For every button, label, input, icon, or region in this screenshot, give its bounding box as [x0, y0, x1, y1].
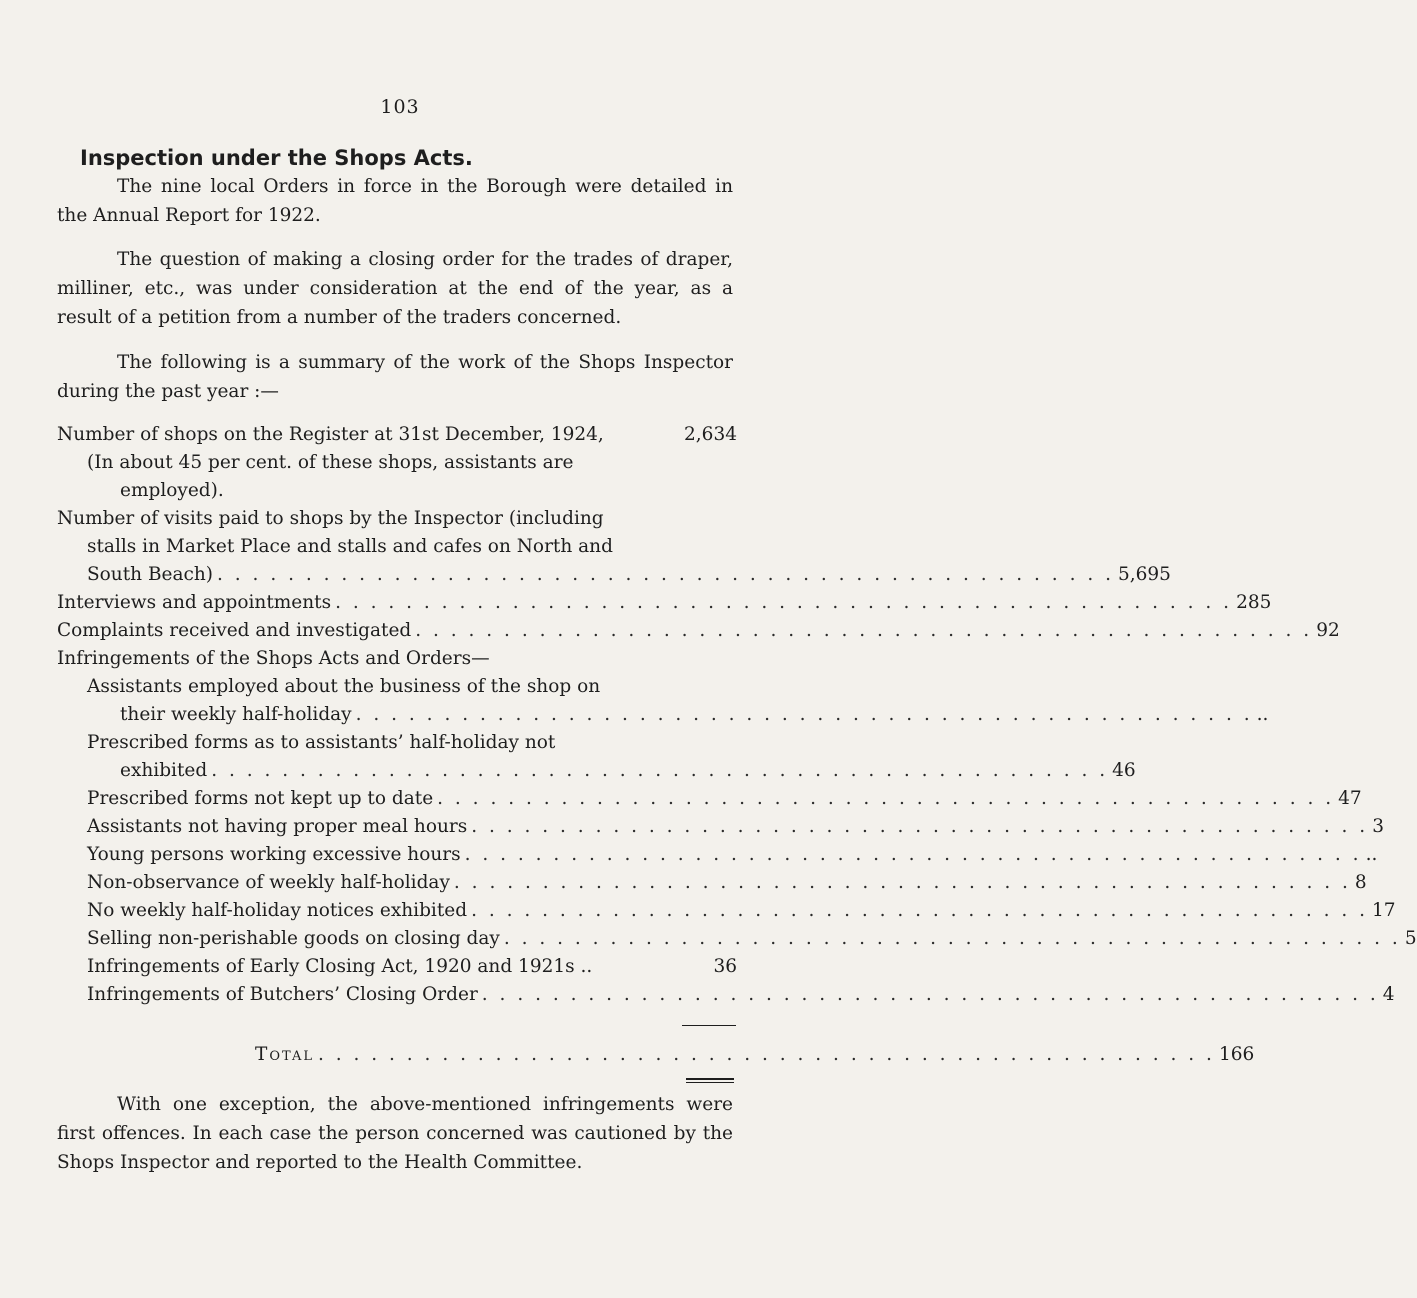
total-rule	[682, 1025, 736, 1026]
total-row: Total . . . . . . . . . . . . . . . . . . . . . . . . . . . . . . . . . . . . . . . . . . . . . . . . . . . 166	[255, 1041, 737, 1069]
infringement-row: exhibited . . . . . . . . . . . . . . . . . . . . . . . . . . . . . . . . . . . . . . . . . . . . . . . . . . . 46	[120, 757, 737, 785]
assistants-note-line: (In about 45 per cent. of these shops, assistants are	[87, 452, 574, 473]
infringement-value: ..	[1256, 704, 1269, 725]
visits-label-line: Number of visits paid to shops by the Inspector (including	[57, 508, 604, 529]
visits-value: 5,695	[1117, 564, 1171, 585]
infringement-label-line: Assistants employed about the business of the shop on	[87, 676, 601, 697]
register-label: Number of shops on the Register at 31st December, 1924,	[57, 424, 604, 445]
infringement-label: Non-observance of weekly half-holiday	[87, 872, 450, 893]
infringement-row: Infringements of Butchers’ Closing Order . . . . . . . . . . . . . . . . . . . . . . . . . . . . . . . . . . . . . . . . . . . . . . . . . . . 4	[87, 981, 737, 1009]
infringement-label: Infringements of Butchers’ Closing Order	[87, 984, 478, 1005]
infringement-label: No weekly half-holiday notices exhibited	[87, 900, 468, 921]
total-double-rule	[686, 1082, 734, 1083]
interviews-row: Interviews and appointments . . . . . . . . . . . . . . . . . . . . . . . . . . . . . . . . . . . . . . . . . . . . . . . . . . . 285	[57, 589, 737, 617]
section-heading: Inspection under the Shops Acts.	[80, 146, 473, 170]
paragraph-orders: The nine local Orders in force in the Borough were detailed in the Annual Report for 1922.	[57, 176, 733, 226]
infringement-label: their weekly half-holiday	[120, 704, 352, 725]
infringement-row: Selling non-perishable goods on closing day . . . . . . . . . . . . . . . . . . . . . . . . . . . . . . . . . . . . . . . . . . . . . . . . . . . 5	[87, 925, 737, 953]
total-label: Total	[255, 1044, 314, 1065]
complaints-value: 92	[1316, 620, 1340, 641]
total-double-rule	[686, 1078, 734, 1080]
total-value: 166	[1218, 1044, 1255, 1065]
register-value: 2,634	[684, 424, 737, 445]
infringement-row: Non-observance of weekly half-holiday . . . . . . . . . . . . . . . . . . . . . . . . . . . . . . . . . . . . . . . . . . . . . . . . . . . 8	[87, 869, 737, 897]
infringement-row: Young persons working excessive hours . . . . . . . . . . . . . . . . . . . . . . . . . . . . . . . . . . . . . . . . . . . . . . . . . . . ..	[87, 841, 737, 869]
visits-row: South Beach) . . . . . . . . . . . . . . . . . . . . . . . . . . . . . . . . . . . . . . . . . . . . . . . . . . . 5,695	[87, 561, 737, 589]
infringement-value: 3	[1372, 816, 1384, 837]
infringement-value: 5	[1404, 928, 1417, 949]
infringement-label-line: Prescribed forms as to assistants’ half-holiday not	[87, 732, 556, 753]
infringement-label: Assistants not having proper meal hours	[87, 816, 468, 837]
infringement-label: exhibited	[120, 760, 208, 781]
infringement-value: 8	[1354, 872, 1367, 893]
closing-paragraph: With one exception, the above-mentioned infringements were first offences. In each case the person concerned was cautioned by the Shops Inspector and reported to the Health Committee.	[57, 1094, 733, 1173]
page-number: 103	[380, 96, 420, 118]
interviews-label: Interviews and appointments	[57, 592, 332, 613]
visits-label-line: South Beach)	[87, 564, 214, 585]
infringement-label: Selling non-perishable goods on closing day	[87, 928, 500, 949]
infringement-value: 47	[1338, 788, 1362, 809]
infringement-row: No weekly half-holiday notices exhibited . . . . . . . . . . . . . . . . . . . . . . . . . . . . . . . . . . . . . . . . . . . . . . . . . . . 17	[87, 897, 737, 925]
complaints-row: Complaints received and investigated . . . . . . . . . . . . . . . . . . . . . . . . . . . . . . . . . . . . . . . . . . . . . . . . . . . 92	[57, 617, 737, 645]
infringement-row: Assistants not having proper meal hours . . . . . . . . . . . . . . . . . . . . . . . . . . . . . . . . . . . . . . . . . . . . . . . . . . . 3	[87, 813, 737, 841]
paragraph-closing-order: The question of making a closing order for the trades of draper, milliner, etc., was under consideration at the end of the year, as a result of a petition from a number of the traders concerned.	[57, 249, 733, 328]
complaints-label: Complaints received and investigated	[57, 620, 412, 641]
infringement-value: 17	[1372, 900, 1396, 921]
visits-label-line: stalls in Market Place and stalls and cafes on North and	[87, 536, 613, 557]
infringement-value: ..	[1365, 844, 1378, 865]
infringement-label: Prescribed forms not kept up to date	[87, 788, 434, 809]
infringements-heading: Infringements of the Shops Acts and Orders—	[57, 648, 490, 669]
infringement-value: 46	[1112, 760, 1136, 781]
infringement-row: their weekly half-holiday . . . . . . . . . . . . . . . . . . . . . . . . . . . . . . . . . . . . . . . . . . . . . . . . . . . ..	[120, 701, 737, 729]
infringement-value: 4	[1382, 984, 1395, 1005]
infringement-label: Young persons working excessive hours	[87, 844, 461, 865]
interviews-value: 285	[1236, 592, 1272, 613]
paragraph-summary-intro: The following is a summary of the work of the Shops Inspector during the past year :—	[57, 352, 733, 402]
infringement-row: Prescribed forms not kept up to date . . . . . . . . . . . . . . . . . . . . . . . . . . . . . . . . . . . . . . . . . . . . . . . . . . . 47	[87, 785, 737, 813]
infringement-value: 36	[713, 956, 737, 977]
register-row	[57, 421, 737, 449]
assistants-note-line: employed).	[120, 480, 224, 501]
infringement-row	[87, 953, 737, 981]
infringement-label: Infringements of Early Closing Act, 1920 and 1921s ..	[87, 956, 593, 977]
